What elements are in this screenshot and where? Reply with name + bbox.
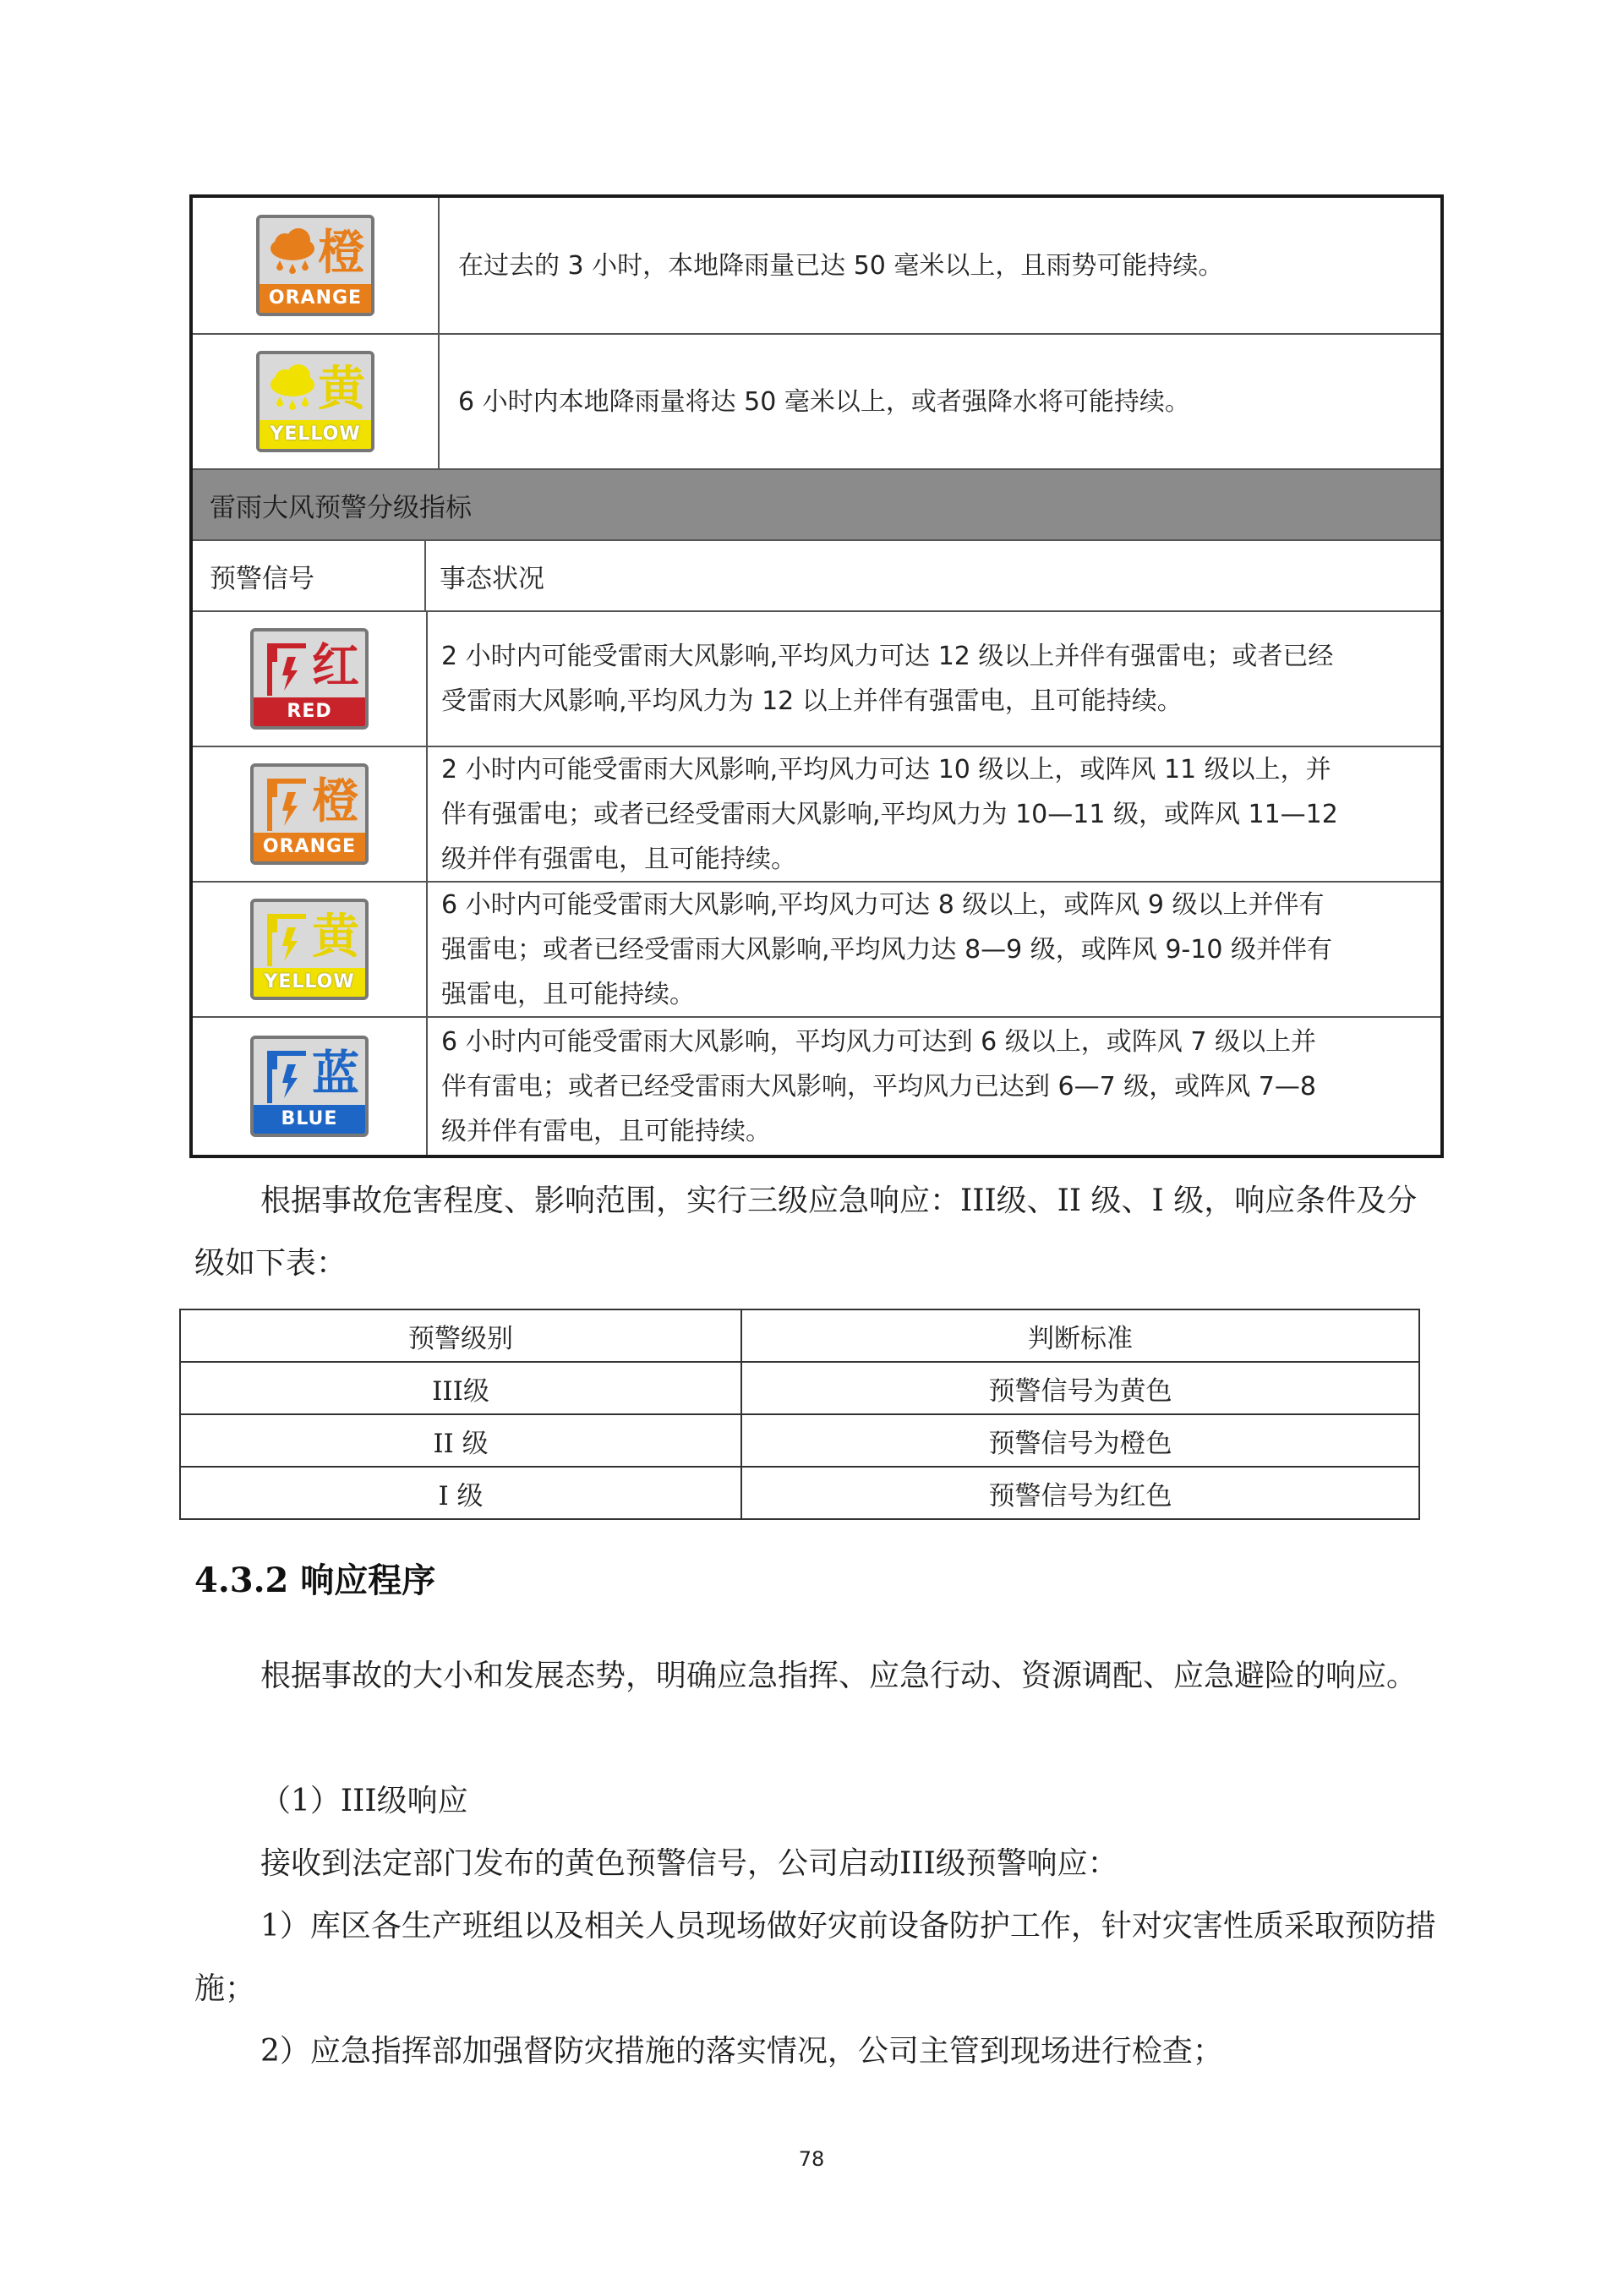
text-line: 级并伴有强雷电，且可能持续。 — [441, 844, 796, 874]
text-line: 6 小时内可能受雷雨大风影响,平均风力可达 8 级以上，或阵风 9 级以上并伴有 — [441, 889, 1325, 920]
level3-intro: 接收到法定部门发布的黄色预警信号，公司启动III级预警响应： — [260, 1846, 1118, 1881]
text-line: 2 小时内可能受雷雨大风影响,平均风力可达 12 级以上并伴有强雷电；或者已经 — [441, 642, 1334, 671]
col-status-header: 事态状况 — [440, 563, 544, 594]
signal-label: BLUE — [254, 1105, 365, 1134]
response-level-table — [179, 1309, 1420, 1520]
signal-label: YELLOW — [254, 968, 365, 997]
signal-cell — [193, 747, 428, 881]
rain-row-orange — [193, 198, 1440, 335]
thunder-column-header — [193, 541, 1440, 612]
thunder-row-yellow — [193, 883, 1440, 1018]
rain-row-text: 在过去的 3 小时，本地降雨量已达 50 毫米以上，且雨势可能持续。 — [458, 250, 1224, 281]
signal-char: 橙 — [318, 226, 365, 281]
wind-flag-icon — [259, 907, 314, 968]
item-1: 1）库区各生产班组以及相关人员现场做好灾前设备防护工作，针对灾害性质采取预防措施； — [194, 1909, 1436, 2006]
thunder-row-text — [428, 747, 1440, 881]
thunder-row-text — [428, 612, 1440, 746]
signal-cell — [193, 883, 428, 1016]
text-line: 伴有强雷电；或者已经受雷雨大风影响,平均风力为 10—11 级，或阵风 11—12 — [441, 799, 1338, 829]
rain-row-text: 6 小时内本地降雨量将达 50 毫米以上，或者强降水将可能持续。 — [458, 386, 1190, 417]
header-level: 预警级别 — [180, 1309, 741, 1362]
thunder-row-text — [428, 1018, 1440, 1155]
table-row — [180, 1362, 1419, 1414]
thunder-red-signal-icon — [250, 628, 369, 730]
section-title: 4.3.2 响应程序 — [194, 1561, 436, 1600]
wind-flag-icon — [259, 637, 314, 697]
signal-cell — [193, 612, 428, 746]
signal-label: ORANGE — [254, 833, 365, 861]
signal-char: 红 — [312, 639, 359, 694]
item-2: 2）应急指挥部加强督防灾措施的落实情况，公司主管到现场进行检查； — [260, 2034, 1223, 2069]
signal-cell — [193, 335, 440, 468]
thunder-blue-signal-icon — [250, 1036, 369, 1137]
header-criteria: 判断标准 — [741, 1309, 1419, 1362]
warning-signal-table — [189, 194, 1444, 1158]
rain-cloud-icon — [265, 223, 320, 284]
text-line: 受雷雨大风影响,平均风力为 12 以上并伴有强雷电，且可能持续。 — [441, 686, 1183, 716]
rain-row-yellow — [193, 335, 1440, 470]
signal-char: 橙 — [312, 774, 359, 829]
level3-heading: （1）III级响应 — [260, 1784, 468, 1818]
thunder-yellow-signal-icon — [250, 899, 369, 1000]
response-paragraph: 根据事故的大小和发展态势，明确应急指挥、应急行动、资源调配、应急避险的响应。 — [260, 1659, 1418, 1693]
wind-flag-icon — [259, 1044, 314, 1105]
thunder-row-blue — [193, 1018, 1440, 1155]
table-row — [180, 1414, 1419, 1467]
rain-cloud-icon — [265, 359, 320, 420]
table-header-row — [180, 1309, 1419, 1362]
criteria-cell: 预警信号为红色 — [741, 1467, 1419, 1519]
text-line: 级并伴有雷电，且可能持续。 — [441, 1116, 771, 1146]
col-signal-header: 预警信号 — [193, 541, 426, 610]
thunder-orange-signal-icon — [250, 763, 369, 865]
text-line: 6 小时内可能受雷雨大风影响，平均风力可达到 6 级以上，或阵风 7 级以上并 — [441, 1026, 1316, 1057]
rainstorm-orange-signal-icon — [256, 215, 374, 316]
criteria-cell: 预警信号为黄色 — [741, 1362, 1419, 1414]
signal-char: 蓝 — [312, 1047, 359, 1102]
wind-flag-icon — [259, 772, 314, 833]
thunder-row-red — [193, 612, 1440, 747]
page-number: 78 — [798, 2147, 825, 2171]
level-cell: I 级 — [180, 1467, 741, 1519]
signal-char: 黄 — [318, 362, 365, 417]
criteria-cell: 预警信号为橙色 — [741, 1414, 1419, 1467]
signal-label: ORANGE — [260, 284, 371, 313]
text-line: 2 小时内可能受雷雨大风影响,平均风力可达 10 级以上，或阵风 11 级以上，并 — [441, 754, 1331, 784]
intro-paragraph: 根据事故危害程度、影响范围，实行三级应急响应：III级、II 级、I 级，响应条件及分级如下表： — [194, 1184, 1418, 1281]
level-cell: II 级 — [180, 1414, 741, 1467]
thunder-row-text — [428, 883, 1440, 1016]
rainstorm-yellow-signal-icon — [256, 351, 374, 452]
text-line: 强雷电；或者已经受雷雨大风影响,平均风力达 8—9 级，或阵风 9-10 级并伴有 — [441, 934, 1332, 965]
thunder-section-title: 雷雨大风预警分级指标 — [193, 470, 1440, 541]
signal-label: RED — [254, 697, 365, 726]
level-cell: III级 — [180, 1362, 741, 1414]
signal-cell — [193, 1018, 428, 1155]
signal-cell — [193, 198, 440, 333]
text-line: 伴有雷电；或者已经受雷雨大风影响，平均风力已达到 6—7 级，或阵风 7—8 — [441, 1071, 1316, 1102]
thunder-row-orange — [193, 747, 1440, 883]
signal-label: YELLOW — [260, 420, 371, 449]
signal-char: 黄 — [312, 910, 359, 965]
text-line: 强雷电，且可能持续。 — [441, 979, 695, 1009]
table-row — [180, 1467, 1419, 1519]
